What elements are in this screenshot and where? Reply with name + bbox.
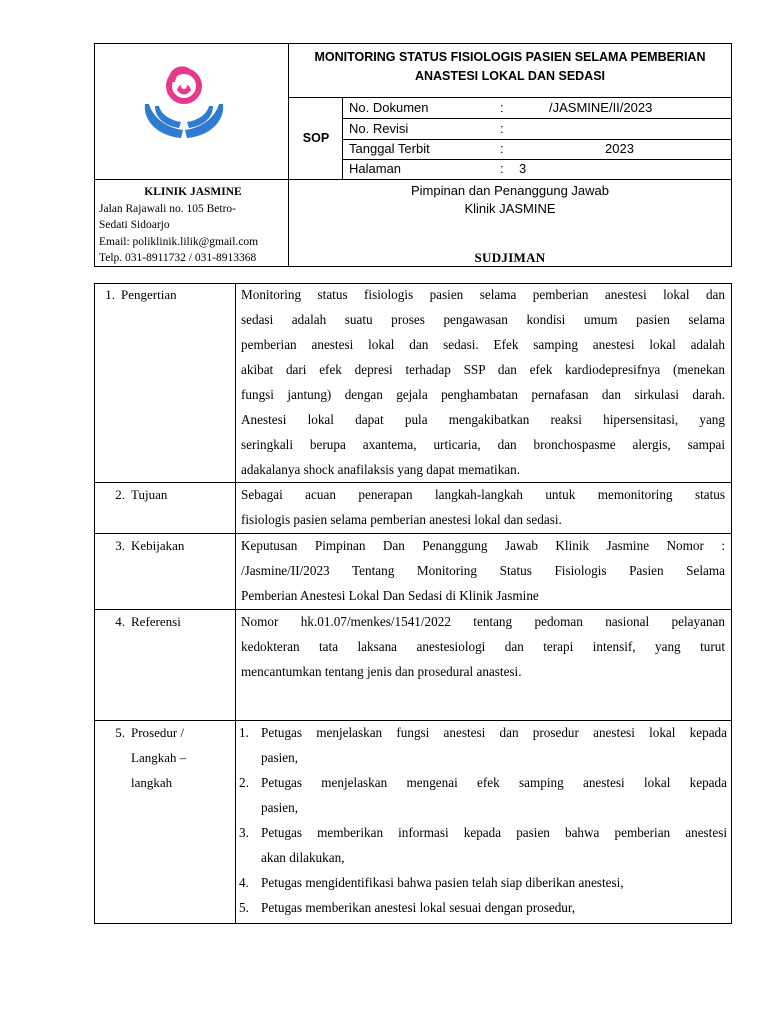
step-number: 3. <box>239 825 249 840</box>
text-line: Keputusan Pimpinan Dan Penanggung Jawab Klinik Jasmine Nomor : <box>241 538 725 553</box>
text-line: akibat dari efek depresi terhadap SSP dan efek kardiodepresifnya (menekan <box>241 362 725 377</box>
section-title-line-1: Prosedur / <box>131 725 185 740</box>
text-line: sedasi adalah suatu proses pengawasan kondisi umum pasien selama <box>241 312 725 327</box>
sop-header-table <box>94 43 732 267</box>
section-label-tujuan <box>99 482 235 507</box>
section-title: Pengertian <box>121 287 177 302</box>
step-text-line-1: Petugas menjelaskan fungsi anestesi dan prosedur anestesi lokal kepada <box>261 725 727 740</box>
section-text-pengertian <box>241 282 725 482</box>
list-item <box>239 870 727 895</box>
section-text-referensi <box>241 609 725 684</box>
step-text-line-1: Petugas memberikan informasi kepada pasien bahwa pemberian anestesi <box>261 825 727 840</box>
section-title <box>131 720 186 795</box>
clinic-logo-icon <box>139 60 229 142</box>
step-text-line-2: pasien, <box>261 750 298 765</box>
clinic-email: Email: poliklinik.lilik@gmail.com <box>99 235 259 248</box>
meta-colon: : <box>500 161 504 176</box>
section-label-referensi <box>99 609 235 634</box>
section-text-kebijakan <box>241 533 725 608</box>
section-number: 4. <box>115 614 125 629</box>
clinic-address-line-1: Jalan Rajawali no. 105 Betro- <box>99 202 237 215</box>
step-text-line-1: Petugas memberikan anestesi lokal sesuai dengan prosedur, <box>261 900 576 915</box>
leader-title <box>289 182 731 218</box>
text-line: adakalanya shock anafilaksis yang dapat mematikan. <box>241 462 521 477</box>
text-line: fisiologis pasien selama pemberian anestesi lokal dan sedasi. <box>241 512 562 527</box>
meta-row-document-number <box>343 98 733 119</box>
text-line: pemberian anestesi lokal dan sedasi. Efek samping anestesi lokal adalah <box>241 337 725 352</box>
list-item <box>239 820 727 870</box>
meta-value: /JASMINE/II/2023 <box>549 100 653 115</box>
list-item <box>239 720 727 770</box>
step-number: 1. <box>239 725 249 740</box>
section-number: 2. <box>115 487 125 502</box>
document-title-line-2: ANASTESI LOKAL DAN SEDASI <box>414 69 606 83</box>
meta-colon: : <box>500 100 504 115</box>
text-line: /Jasmine/II/2023 Tentang Monitoring Status Fisiologis Pasien Selama <box>241 563 725 578</box>
sop-content-table <box>94 283 732 924</box>
meta-key: Tanggal Terbit <box>349 141 430 156</box>
text-line: seringkali berupa axantema, urticaria, dan bronchospasme alergis, sampai <box>241 437 725 452</box>
meta-colon: : <box>500 141 504 156</box>
section-title: Tujuan <box>131 487 168 502</box>
section-label-pengertian <box>99 282 235 307</box>
clinic-address-line-2: Sedati Sidoarjo <box>99 219 170 231</box>
section-text-prosedur <box>239 720 727 920</box>
section-number: 5. <box>115 725 125 740</box>
leader-title-line-1: Pimpinan dan Penanggung Jawab <box>410 183 610 198</box>
text-line: fungsi jantung) dengan gejala penghambatan pernafasan dan sirkulasi darah. <box>241 387 725 402</box>
section-title: Kebijakan <box>131 538 185 553</box>
meta-row-revision <box>343 119 733 140</box>
clinic-phone: Telp. 031-8911732 / 031-8913368 <box>99 252 257 264</box>
text-line: Pemberian Anestesi Lokal Dan Sedasi di Klinik Jasmine <box>241 588 539 603</box>
step-text-line-2: akan dilakukan, <box>261 850 345 865</box>
clinic-info <box>99 184 287 267</box>
step-text-line-2: pasien, <box>261 800 298 815</box>
step-text-line-1: Petugas menjelaskan mengenai efek samping anestesi lokal kepada <box>261 775 727 790</box>
text-line: Nomor hk.01.07/menkes/1541/2022 tentang pedoman nasional pelayanan <box>241 614 725 629</box>
signer-name: SUDJIMAN <box>474 250 546 265</box>
sop-label: SOP <box>302 131 330 145</box>
step-number: 4. <box>239 875 249 890</box>
text-line: Monitoring status fisiologis pasien selama pemberian anestesi lokal dan <box>241 287 725 302</box>
meta-value: 2023 <box>605 141 634 156</box>
leader-title-line-2: Klinik JASMINE <box>464 201 556 216</box>
clinic-name: KLINIK JASMINE <box>144 186 242 198</box>
section-title: Referensi <box>131 614 181 629</box>
list-item <box>239 770 727 820</box>
step-number: 2. <box>239 775 249 790</box>
meta-key: No. Revisi <box>349 121 409 136</box>
text-line: kedokteran tata laksana anestesiologi dan terapi intensif, yang turut <box>241 639 725 654</box>
meta-value: 3 <box>519 161 527 176</box>
document-title <box>289 48 731 86</box>
list-item <box>239 895 727 920</box>
content-column-divider <box>235 284 236 923</box>
section-text-tujuan <box>241 482 725 532</box>
section-title-line-3: langkah <box>131 775 173 790</box>
section-number: 1. <box>105 287 115 302</box>
section-label-prosedur <box>99 720 235 795</box>
procedure-steps-list <box>239 720 727 920</box>
meta-colon: : <box>500 121 504 136</box>
section-label-kebijakan <box>99 533 235 558</box>
meta-key: Halaman <box>349 161 402 176</box>
meta-row-issue-date <box>343 139 733 160</box>
section-title-line-2: Langkah – <box>131 750 187 765</box>
step-number: 5. <box>239 900 249 915</box>
text-line: mencantumkan tentang jenis dan prosedural anastesi. <box>241 664 522 679</box>
document-title-line-1: MONITORING STATUS FISIOLOGIS PASIEN SELAMA PEMBERIAN <box>314 50 706 64</box>
text-line: Sebagai acuan penerapan langkah-langkah untuk memonitoring status <box>241 487 725 502</box>
text-line: Anestesi lokal dapat pula mengakibatkan reaksi hipersensitasi, yang <box>241 412 725 427</box>
step-text-line-1: Petugas mengidentifikasi bahwa pasien telah siap diberikan anestesi, <box>261 875 624 890</box>
section-number: 3. <box>115 538 125 553</box>
meta-row-page <box>343 159 733 180</box>
meta-key: No. Dokumen <box>349 100 429 115</box>
